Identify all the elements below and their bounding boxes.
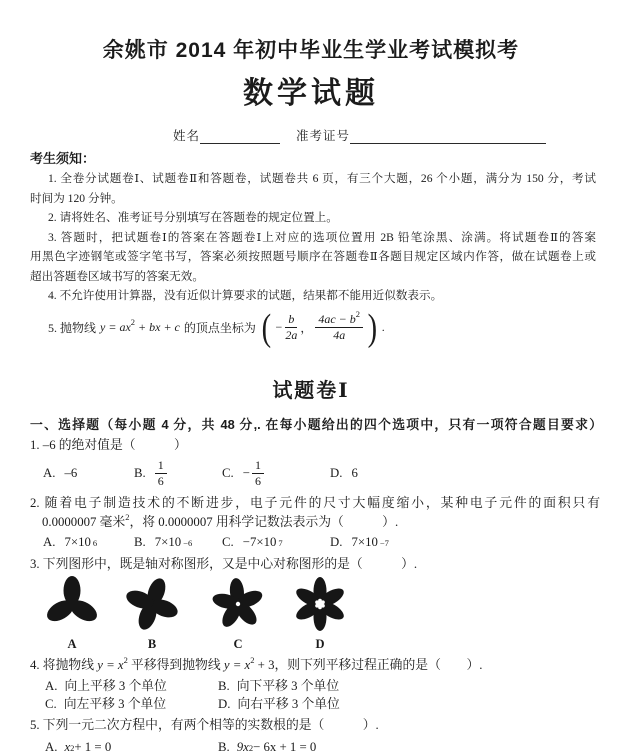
option-5-B: B. 9x 2 − 6x + 1 = 0 xyxy=(218,738,391,756)
figure-option-d xyxy=(285,575,355,652)
question-5-stem: 5. 下列一元二次方程中，有两个相等的实数根的是（ ）. xyxy=(30,716,600,735)
notice-item-2: 2. 请将姓名、准考证号分别填写在答题卷的规定位置上。 xyxy=(30,208,596,228)
fraction-b-over-2a: $\frac{b}{2a}$ xyxy=(285,313,297,342)
comma: ， xyxy=(300,319,312,336)
flower-5-petal-icon xyxy=(203,575,273,637)
notice-item-4: 4. 不允许使用计算器，没有近似计算要求的试题，结果都不能用近似数表示。 xyxy=(30,286,596,306)
paper-one-heading: 试题卷Ⅰ xyxy=(0,374,622,403)
option-2-C: C. −7×10 7 xyxy=(222,535,330,550)
period: . xyxy=(382,320,385,335)
question-3-figures xyxy=(37,575,622,652)
figure-label-d: D xyxy=(285,637,355,652)
option-4-C: C. 向左平移 3 个单位 xyxy=(45,695,218,714)
question-2-stem-line-1: 2. 随着电子制造技术的不断进步，电子元件的尺寸大幅度缩小，某种电子元件的面积只有 xyxy=(30,494,600,513)
minus-sign: − xyxy=(276,320,283,335)
figure-label-a: A xyxy=(37,637,107,652)
parabola-equation: $y = ax^2$ + bx + c xyxy=(100,320,180,335)
name-blank-underline xyxy=(200,128,280,144)
vertex-formula xyxy=(260,309,385,347)
exam-id-blank-underline xyxy=(350,128,546,144)
figure-option-c xyxy=(203,575,273,652)
subject-title: 数学试题 xyxy=(0,68,622,112)
notice-item-3-line-2: 用黑色字迹钢笔或签字笔书写，答案必须按照题号顺序在答题卷Ⅱ各题目规定区域内作答，做在试题卷上或 xyxy=(30,247,596,267)
candidate-info-line xyxy=(173,126,622,144)
notice-item-5-suffix: 的顶点坐标为 xyxy=(184,319,256,336)
figure-label-c: C xyxy=(203,637,273,652)
question-4-stem: 4. 将抛物线 $y = x^2$ 平移得到抛物线 $y = x^2 + 3$，则下列平移过程正确的是（ ）. xyxy=(30,656,600,675)
option-5-A: A. x 2 + 1 = 0 xyxy=(45,738,218,756)
question-1-stem: 1. –6 的绝对值是（ ） xyxy=(30,436,600,455)
main-title: 余姚市 2014 年初中毕业生学业考试模拟考 xyxy=(0,34,622,64)
option-1-C: C. − $\frac{1}{6}$ xyxy=(222,459,330,488)
question-2-options xyxy=(43,534,622,552)
option-4-D: D. 向右平移 3 个单位 xyxy=(218,695,391,714)
option-1-B: B. $\frac{1}{6}$ xyxy=(134,459,222,488)
fraction-one-sixth: $\frac{1}{6}$ xyxy=(155,459,167,488)
section-one-heading: 一、选择题（每小题 4 分，共 48 分,. 在每小题给出的四个选项中，只有一项符合题目要求） xyxy=(30,414,602,433)
option-4-A: A. 向上平移 3 个单位 xyxy=(45,677,218,696)
name-label: 姓名 xyxy=(173,126,200,144)
flower-4-petal-icon xyxy=(117,575,187,637)
right-paren: ) xyxy=(368,309,377,347)
notice-item-5-prefix: 5. 抛物线 xyxy=(48,319,96,336)
notice-item-1-line-1: 1. 全卷分试题卷Ⅰ、试题卷Ⅱ和答题卷，试题卷共 6 页，有三个大题，26 个小题，满分为 150 分，考试 xyxy=(30,169,596,189)
figure-label-b: B xyxy=(117,637,187,652)
option-1-D: D. 6 xyxy=(330,466,358,481)
figure-option-a xyxy=(37,575,107,652)
fraction-one-sixth-negative: $\frac{1}{6}$ xyxy=(252,459,264,488)
fraction-4ac-b2-over-4a: $\frac{4ac - b^2}{4a}$ xyxy=(315,313,363,342)
notice-item-3-line-3: 超出答题卷区域书写的答案无效。 xyxy=(30,267,596,287)
notice-item-3-line-1: 3. 答题时，把试题卷Ⅰ的答案在答题卷Ⅰ上对应的选项位置用 2B 铅笔涂黑、涂满。将试题卷Ⅱ的答案 xyxy=(30,228,596,248)
notice-heading: 考生须知： xyxy=(30,148,596,167)
figure-option-b xyxy=(117,575,187,652)
option-1-A: A. –6 xyxy=(43,466,134,481)
exam-id-label: 准考证号 xyxy=(296,126,350,144)
exam-paper-page xyxy=(0,34,622,751)
option-2-A: A. 7×10 6 xyxy=(43,535,134,550)
flower-3-petal-icon xyxy=(37,575,107,637)
option-2-D: D. 7×10 −7 xyxy=(330,535,389,550)
flower-6-petal-icon xyxy=(285,575,355,637)
notice-section xyxy=(30,148,596,350)
notice-item-5 xyxy=(30,306,596,350)
option-4-B: B. 向下平移 3 个单位 xyxy=(218,677,391,696)
question-3-stem: 3. 下列图形中，既是轴对称图形，又是中心对称图形的是（ ）. xyxy=(30,555,600,574)
question-1-options xyxy=(43,457,622,491)
question-4-options xyxy=(45,677,622,714)
question-5-options xyxy=(45,738,622,756)
notice-item-1-line-2: 时间为 120 分钟。 xyxy=(30,189,596,209)
option-2-B: B. 7×10 −6 xyxy=(134,535,222,550)
left-paren: ( xyxy=(261,309,270,347)
question-2-stem-line-2: 0.0000007 毫米$^2$，将 0.0000007 用科学记数法表示为（ ）. xyxy=(42,513,600,532)
